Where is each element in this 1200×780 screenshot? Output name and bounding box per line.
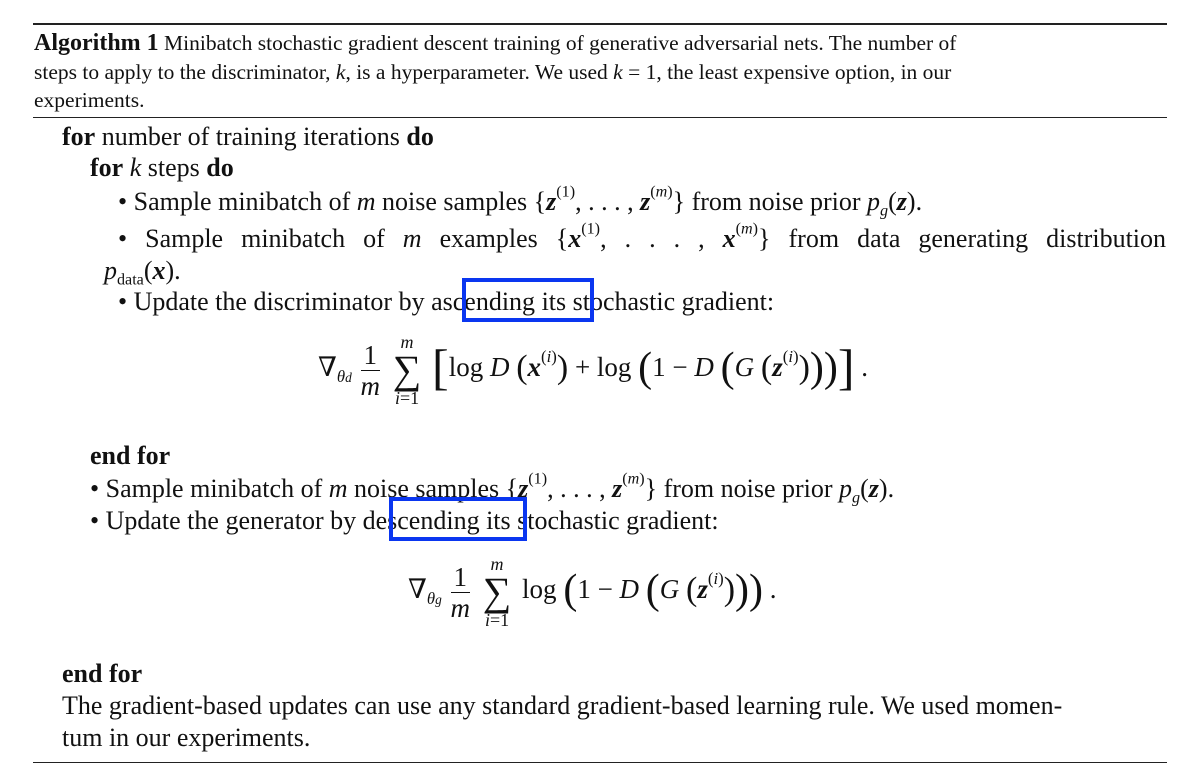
bullet-sample-noise: • Sample minibatch of m noise samples {$z^{(1)}$, . . . , $z^{(m)}$} from noise prior $p_g(z)$.	[118, 183, 923, 220]
bullet-update-discriminator: • Update the discriminator by ascending its stochastic gradient:	[118, 287, 775, 316]
top-rule	[33, 23, 1167, 25]
bullet-sample-noise-generator: • Sample minibatch of m noise samples {$z^{(1)}$, . . . , $z^{(m)}$} from noise prior $p_g(z)$.	[90, 470, 895, 507]
ascending-highlight-box	[462, 278, 594, 322]
highlight-ascending: ascending	[431, 287, 536, 316]
highlight-descending: descending	[362, 506, 480, 535]
algorithm-label: Algorithm 1	[34, 30, 159, 56]
outer-for-line: for number of training iterations do	[62, 122, 434, 151]
generator-gradient-equation: $\nabla_{\theta g}$ $\frac{1}{m}$ m ∑ i=1 log (1 − D (G $(z^{(i)})$)) .	[408, 554, 777, 630]
bottom-rule	[33, 762, 1167, 763]
note-line2: tum in our experiments.	[62, 723, 311, 752]
note-line1: The gradient-based updates can use any standard gradient-based learning rule. We used momen-	[62, 691, 1063, 720]
caption-line3: experiments.	[34, 88, 145, 112]
bullet-sample-data-cont: $p_{data}(x)$.	[104, 256, 181, 289]
inner-for-line: for k steps do	[90, 153, 234, 182]
outer-end-for: end for	[62, 659, 143, 688]
descending-highlight-box	[389, 497, 527, 541]
discriminator-gradient-equation: $\nabla_{\theta d}$ $\frac{1}{m}$ m ∑ i=1 [log D $(x^{(i)}) + \log (1 - D$ (G $(z^{(i)})$))] .	[318, 332, 869, 408]
inner-end-for: end for	[90, 441, 171, 470]
algorithm-caption	[34, 29, 956, 57]
caption-line2: steps to apply to the discriminator, k, is a hyperparameter. We used k = 1, the least expensive option, in our	[34, 60, 952, 84]
caption-rule	[33, 117, 1167, 118]
bullet-sample-data: • Sample minibatch of m examples {$x^{(1)}$, . . . , $x^{(m)}$} from data generating distribution	[118, 220, 1167, 253]
bullet-update-generator: • Update the generator by descending its stochastic gradient:	[90, 506, 719, 535]
caption-line1: Minibatch stochastic gradient descent training of generative adversarial nets. The number of	[164, 31, 957, 55]
